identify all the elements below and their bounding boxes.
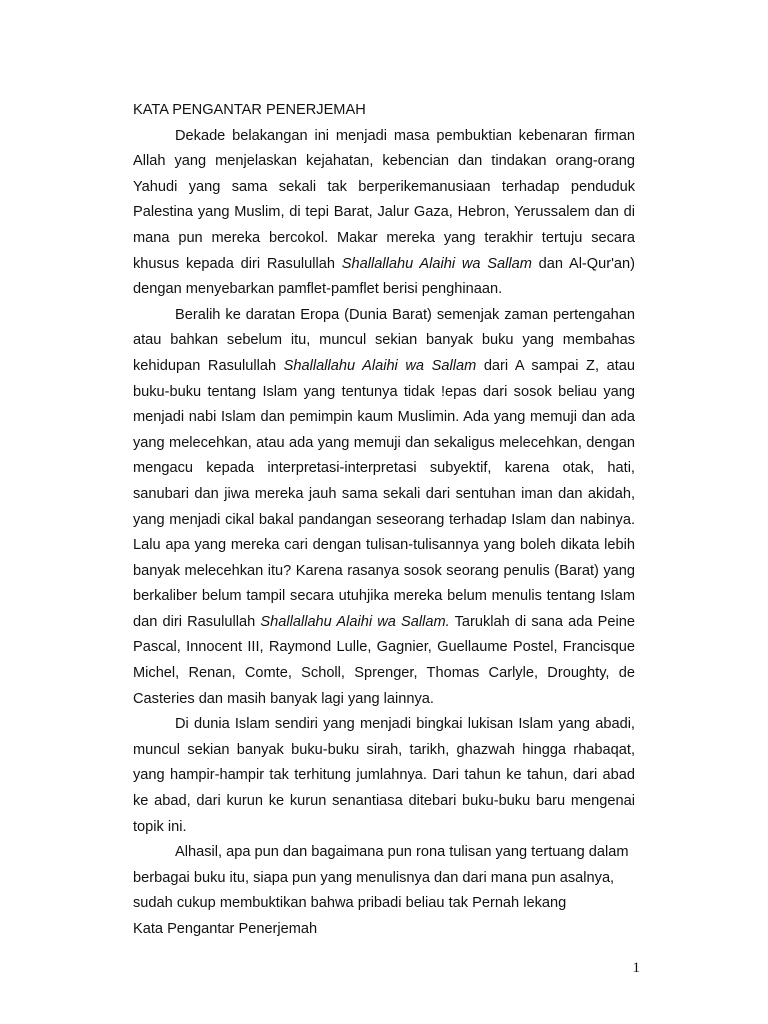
paragraph-3 xyxy=(133,712,635,840)
page-number: 1 xyxy=(632,960,640,976)
paragraph-2 xyxy=(133,303,635,713)
italic-run: Shallallahu Alaihi wa Sallam. xyxy=(260,613,450,630)
text-run: dan Al-Qur'an) dengan menyebarkan pamflet-pamflet berisi penghinaan. xyxy=(133,255,635,298)
document-body xyxy=(133,98,635,943)
italic-run: Shallallahu Alaihi wa Sallam xyxy=(341,255,532,272)
text-run: Alhasil, apa pun dan bagaimana pun rona tulisan yang tertuang dalam berbagai buku itu, siapa pun yang menulisnya dan dari mana pun asalnya, sudah cukup membuktikan bahwa pribadi beliau tak Pernah lekang xyxy=(133,844,629,912)
paragraph-1 xyxy=(133,124,635,303)
paragraph-4 xyxy=(133,840,635,917)
section-footer-label: Kata Pengantar Penerjemah xyxy=(133,921,318,937)
text-run: Taruklah di sana ada Peine Pascal, Innocent III, Raymond Lulle, Gagnier, Guellaume Postel, Francisque Michel, Renan, Comte, Scholl, Sprenger, Thomas Carlyle, Droughty, de Casteries dan masih banyak lagi yang lainnya. xyxy=(133,613,635,707)
text-run: Dekade belakangan ini menjadi masa pembuktian kebenaran firman Allah yang menjelaskan kejahatan, kebencian dan tindakan orang-orang Yahudi yang sama sekali tak berperikemanusiaan terhadap penduduk Palestina yang Muslim, di tepi Barat, Jalur Gaza, Hebron, Yerussalem dan di mana pun mereka bercokol. Makar mereka yang terakhir tertuju secara khusus kepada diri Rasulullah xyxy=(133,127,635,272)
text-run: Beralih ke daratan Eropa (Dunia Barat) semenjak zaman pertengahan atau bahkan sebelum itu, muncul sekian banyak buku yang membahas kehidupan Rasulullah xyxy=(133,306,635,374)
document-heading: KATA PENGANTAR PENERJEMAH xyxy=(133,102,366,118)
text-run: Di dunia Islam sendiri yang menjadi bingkai lukisan Islam yang abadi, muncul sekian banyak buku-buku sirah, tarikh, ghazwah hingga rhabaqat, yang hampir-hampir tak terhitung jumlahnya. Dari tahun ke tahun, dari abad ke abad, dari kurun ke kurun senantiasa ditebari buku-buku baru mengenai topik ini. xyxy=(133,716,635,835)
italic-run: Shallallahu Alaihi wa Sallam xyxy=(283,357,477,374)
text-run: dari A sampai Z, atau buku-buku tentang Islam yang tentunya tidak !epas dari sosok beliau yang menjadi nabi Islam dan pemimpin kaum Muslimin. Ada yang memuji dan ada yang melecehkan, atau ada yang memuji dan sekaligus melecehkan, dengan mengacu kepada interpretasi-interpretasi subyektif, karena otak, hati, sanubari dan jiwa mereka jauh sama sekali dari sentuhan iman dan akidah, yang menjadi cikal bakal pandangan seseorang terhadap Islam dan nabinya. Lalu apa yang mereka cari dengan tulisan-tulisannya yang boleh dikata lebih banyak melecehkan itu? Karena rasanya sosok seorang penulis (Barat) yang berkaliber belum tampil secara utuhjika mereka belum menulis tentang Islam dan diri Rasulullah xyxy=(133,357,636,630)
